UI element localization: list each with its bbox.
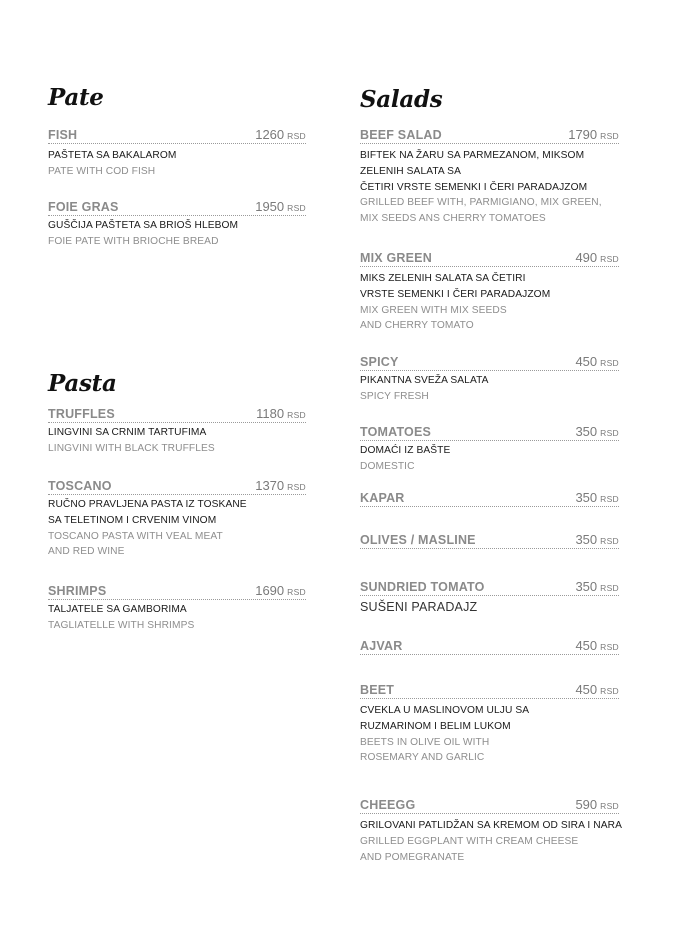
- item-header: [48, 582, 306, 600]
- price-currency: RSD: [600, 536, 619, 546]
- description-line: AND RED WINE: [48, 546, 125, 558]
- price-currency: RSD: [600, 801, 619, 811]
- price-currency: RSD: [600, 494, 619, 504]
- item-header: [48, 477, 306, 495]
- price-value: 1950: [255, 199, 285, 214]
- item-price: [256, 405, 306, 423]
- item-description-local: [360, 443, 619, 459]
- description-line: VRSTE SEMENKI I ČERI PARADAJZOM: [360, 288, 551, 300]
- item-description-local: SUŠENI PARADAJZ: [360, 600, 478, 614]
- description-line: GRILOVANI PATLIDŽAN SA KREMOM OD SIRA I NARA: [360, 820, 622, 831]
- item-header: [360, 489, 619, 507]
- price-currency: RSD: [287, 203, 306, 213]
- description-line: SA TELETINOM I CRVENIM VINOM: [48, 514, 217, 526]
- menu-item-fish: [48, 126, 306, 180]
- description-line: LINGVINI SA CRNIM TARTUFIMA: [48, 427, 207, 438]
- menu-item-olives: [360, 531, 619, 549]
- item-name: OLIVES / MASLINE: [360, 533, 476, 547]
- item-price: [568, 126, 619, 144]
- description-line: MIX GREEN WITH MIX SEEDS: [360, 304, 507, 316]
- item-price: [575, 578, 619, 596]
- menu-item-kapar: [360, 489, 619, 507]
- menu-item-tomatoes: [360, 423, 619, 475]
- description-line: CVEKLA U MASLINOVOM ULJU SA: [360, 705, 530, 716]
- description-line: RUZMARINOM I BELIM LUKOM: [360, 720, 511, 732]
- item-name: FISH: [48, 128, 78, 142]
- item-description-local: [360, 148, 619, 195]
- menu-item-truffles: [48, 405, 306, 457]
- description-line: GRILLED EGGPLANT WITH CREAM CHEESE: [360, 835, 579, 847]
- menu-item-cheegg: [360, 796, 622, 865]
- description-line: AND CHERRY TOMATO: [360, 320, 474, 332]
- item-description-en: [360, 303, 619, 335]
- item-price: [255, 198, 306, 216]
- item-description-local: [48, 602, 306, 618]
- item-description-en: [48, 618, 306, 634]
- description-line: BEETS IN OLIVE OIL WITH: [360, 736, 490, 748]
- description-line: GRILLED BEEF WITH, PARMIGIANO, MIX GREEN,: [360, 197, 602, 209]
- salads-section: [360, 86, 619, 114]
- item-name: CHEEGG: [360, 798, 416, 812]
- price-currency: RSD: [287, 131, 306, 141]
- description-line: RUČNO PRAVLJENA PASTA IZ TOSKANE: [48, 499, 247, 510]
- menu-item-ajvar: [360, 637, 619, 655]
- price-currency: RSD: [287, 482, 306, 492]
- item-price: [575, 796, 619, 814]
- description-line: ČETIRI VRSTE SEMENKI I ČERI PARADAJZOM: [360, 181, 588, 193]
- item-description-en: [48, 441, 306, 457]
- item-header: [360, 353, 619, 371]
- item-description-local: [48, 218, 306, 234]
- item-price: [255, 582, 306, 600]
- item-name: KAPAR: [360, 491, 405, 505]
- item-price: [255, 126, 306, 144]
- price-value: 590: [575, 797, 598, 812]
- item-header: [48, 198, 306, 216]
- item-description-local: [360, 373, 619, 389]
- description-line: LINGVINI WITH BLACK TRUFFLES: [48, 442, 215, 454]
- item-header: [360, 578, 619, 596]
- description-line: DOMESTIC: [360, 460, 415, 472]
- menu-item-spicy: [360, 353, 619, 405]
- price-currency: RSD: [600, 686, 619, 696]
- item-name: SPICY: [360, 355, 399, 369]
- menu-item-shrimps: [48, 582, 306, 634]
- description-line: PATE WITH COD FISH: [48, 165, 156, 177]
- price-value: 350: [575, 579, 598, 594]
- price-value: 490: [575, 250, 598, 265]
- item-description-local: [360, 271, 619, 303]
- item-price: [255, 477, 306, 495]
- price-currency: RSD: [287, 410, 306, 420]
- item-description-en: [360, 389, 619, 405]
- menu-item-toscano: [48, 477, 306, 560]
- price-currency: RSD: [600, 358, 619, 368]
- item-header: [360, 423, 619, 441]
- item-name: TOMATOES: [360, 425, 432, 439]
- item-name: AJVAR: [360, 639, 403, 653]
- description-line: FOIE PATE WITH BRIOCHE BREAD: [48, 235, 219, 247]
- item-header: [360, 796, 619, 814]
- section-title-pasta: Pasta: [48, 370, 117, 397]
- item-name: SUNDRIED TOMATO: [360, 580, 485, 594]
- price-value: 1370: [255, 478, 285, 493]
- item-description-en: [360, 735, 619, 767]
- item-price: [575, 489, 619, 507]
- description-line: AND POMEGRANATE: [360, 851, 465, 863]
- item-price: [575, 249, 619, 267]
- price-value: 350: [575, 532, 598, 547]
- price-value: 1790: [568, 127, 598, 142]
- price-value: 1180: [256, 406, 285, 421]
- item-description-en: [360, 195, 619, 227]
- item-name: SHRIMPS: [48, 584, 107, 598]
- item-description-local: [48, 425, 306, 441]
- price-value: 1690: [255, 583, 285, 598]
- item-description-en: [360, 834, 619, 866]
- item-header: [360, 681, 619, 699]
- description-line: BIFTEK NA ŽARU SA PARMEZANOM, MIKSOM: [360, 150, 585, 161]
- item-price: [575, 637, 619, 655]
- item-description-local: [48, 148, 306, 164]
- description-line: MIKS ZELENIH SALATA SA ČETIRI: [360, 273, 526, 284]
- price-value: 1260: [255, 127, 285, 142]
- item-price: [575, 531, 619, 549]
- item-name: FOIE GRAS: [48, 200, 119, 214]
- menu-item-mix-green: [360, 249, 619, 334]
- item-description-en: [48, 529, 306, 561]
- description-line: ROSEMARY AND GARLIC: [360, 752, 485, 764]
- description-line: GUŠČIJA PAŠTETA SA BRIOŠ HLEBOM: [48, 220, 239, 231]
- item-name: TRUFFLES: [48, 407, 115, 421]
- item-header: [360, 637, 619, 655]
- price-currency: RSD: [600, 131, 619, 141]
- description-line: TALJATELE SA GAMBORIMA: [48, 604, 187, 615]
- price-value: 350: [575, 424, 598, 439]
- description-line: PIKANTNA SVEŽA SALATA: [360, 375, 489, 386]
- item-name: MIX GREEN: [360, 251, 432, 265]
- item-description-local: [360, 818, 622, 834]
- item-header: [360, 126, 619, 144]
- item-description-en: [48, 164, 306, 180]
- item-header: [360, 531, 619, 549]
- price-currency: RSD: [600, 254, 619, 264]
- item-name: BEET: [360, 683, 395, 697]
- description-line: TAGLIATELLE WITH SHRIMPS: [48, 619, 195, 631]
- price-currency: RSD: [600, 642, 619, 652]
- description-line: PAŠTETA SA BAKALAROM: [48, 150, 177, 161]
- pasta-section: [48, 370, 306, 398]
- item-header: [48, 405, 306, 423]
- price-currency: RSD: [600, 428, 619, 438]
- description-line: SPICY FRESH: [360, 390, 429, 402]
- item-description-local: [48, 497, 306, 529]
- menu-item-sundried-tomato: [360, 578, 619, 614]
- item-description-en: [360, 459, 619, 475]
- pate-section: [48, 84, 306, 112]
- price-value: 350: [575, 490, 598, 505]
- price-currency: RSD: [287, 587, 306, 597]
- section-title-pate: Pate: [48, 84, 104, 111]
- item-name: TOSCANO: [48, 479, 112, 493]
- section-title-salads: Salads: [360, 86, 443, 113]
- item-description-en: [48, 234, 306, 250]
- item-header: [360, 249, 619, 267]
- item-name: BEEF SALAD: [360, 128, 442, 142]
- price-value: 450: [575, 638, 598, 653]
- menu-item-foie-gras: [48, 198, 306, 250]
- price-value: 450: [575, 354, 598, 369]
- price-value: 450: [575, 682, 598, 697]
- item-price: [575, 423, 619, 441]
- price-currency: RSD: [600, 583, 619, 593]
- item-description-local: [360, 703, 619, 735]
- item-price: [575, 681, 619, 699]
- description-line: DOMAĆI IZ BAŠTE: [360, 445, 451, 456]
- item-price: [575, 353, 619, 371]
- menu-item-beet: [360, 681, 619, 766]
- description-line: MIX SEEDS ANS CHERRY TOMATOES: [360, 213, 546, 225]
- menu-item-beef-salad: [360, 126, 619, 227]
- item-header: [48, 126, 306, 144]
- description-line: ZELENIH SALATA SA: [360, 165, 461, 177]
- description-line: TOSCANO PASTA WITH VEAL MEAT: [48, 530, 223, 542]
